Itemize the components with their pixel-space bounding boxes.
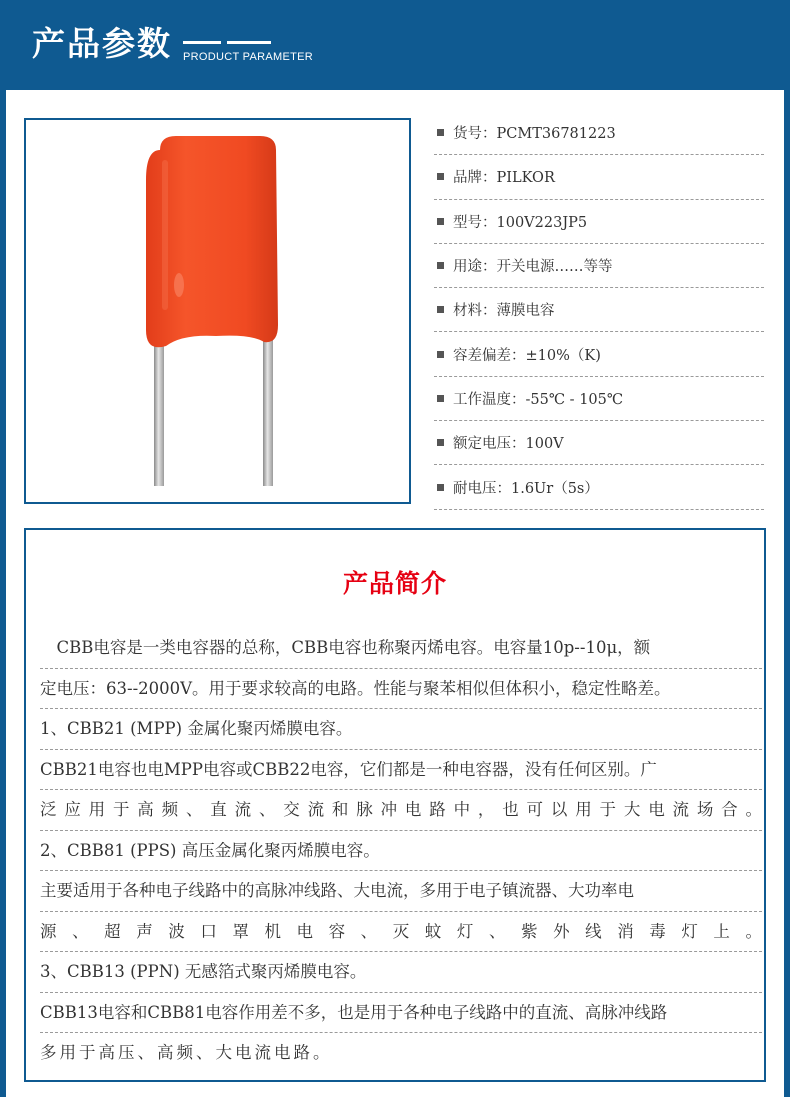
spec-item: 耐电压：1.6Ur（5s） [434,465,764,509]
intro-line: 3、CBB13 (PPN) 无感箔式聚丙烯膜电容。 [40,952,762,993]
spec-item: 货号：PCMT36781223 [434,111,764,155]
body-highlight [162,160,168,310]
underline-segment [227,41,271,44]
intro-title: 产品简介 [342,569,447,598]
intro-line: 主要适用于各种电子线路中的高脉冲线路、大电流，多用于电子镇流器、大功率电 [40,871,762,912]
product-photo [24,118,411,504]
intro-line: CBB13电容和CBB81电容作用差不多，也是用于各种电子线路中的直流、高脉冲线路 [40,993,762,1034]
square-bullet-icon [437,262,444,269]
spec-item: 品牌：PILKOR [434,155,764,199]
spec-item: 额定电压：100V [434,421,764,465]
header-band [0,0,790,90]
spec-item: 型号：100V223JP5 [434,200,764,244]
intro-panel [24,528,766,1082]
spec-item: 材料：薄膜电容 [434,288,764,332]
spec-item: 用途：开关电源……等等 [434,244,764,288]
intro-line: 1、CBB21 (MPP) 金属化聚丙烯膜电容。 [40,709,762,750]
square-bullet-icon [437,439,444,446]
underline-segment [183,41,221,44]
spec-item: 容差偏差：±10%（K) [434,332,764,376]
capacitor-lead-right [263,334,273,486]
intro-line: CBB21电容也电MPP电容或CBB22电容，它们都是一种电容器，没有任何区别。广 [40,750,762,791]
intro-line: 泛应用于高频、直流、交流和脉冲电路中，也可以用于大电流场合。 [40,790,762,831]
intro-line: 定电压：63--2000V。用于要求较高的电路。性能与聚苯相似但体积小，稳定性略差。 [40,669,762,710]
spec-item: 工作温度：-55℃ - 105℃ [434,377,764,421]
square-bullet-icon [437,395,444,402]
section-subtitle: PRODUCT PARAMETER [183,51,313,63]
spec-list [434,111,764,510]
capacitor-lead-left [154,334,164,486]
square-bullet-icon [437,218,444,225]
square-bullet-icon [437,351,444,358]
square-bullet-icon [437,173,444,180]
intro-text [40,628,762,1074]
square-bullet-icon [437,129,444,136]
body-highlight [174,273,184,297]
intro-line: 多用于高压、高频、大电流电路。 [40,1043,333,1062]
square-bullet-icon [437,306,444,313]
intro-line: CBB电容是一类电容器的总称，CBB电容也称聚丙烯电容。电容量10p--10μ，额 [40,628,762,669]
intro-line: 2、CBB81 (PPS) 高压金属化聚丙烯膜电容。 [40,831,762,872]
section-title: 产品参数 [32,24,172,63]
capacitor-image [26,120,409,502]
intro-line: 源、超声波口罩机电容、灭蚊灯、紫外线消毒灯上。 [40,912,762,953]
square-bullet-icon [437,484,444,491]
